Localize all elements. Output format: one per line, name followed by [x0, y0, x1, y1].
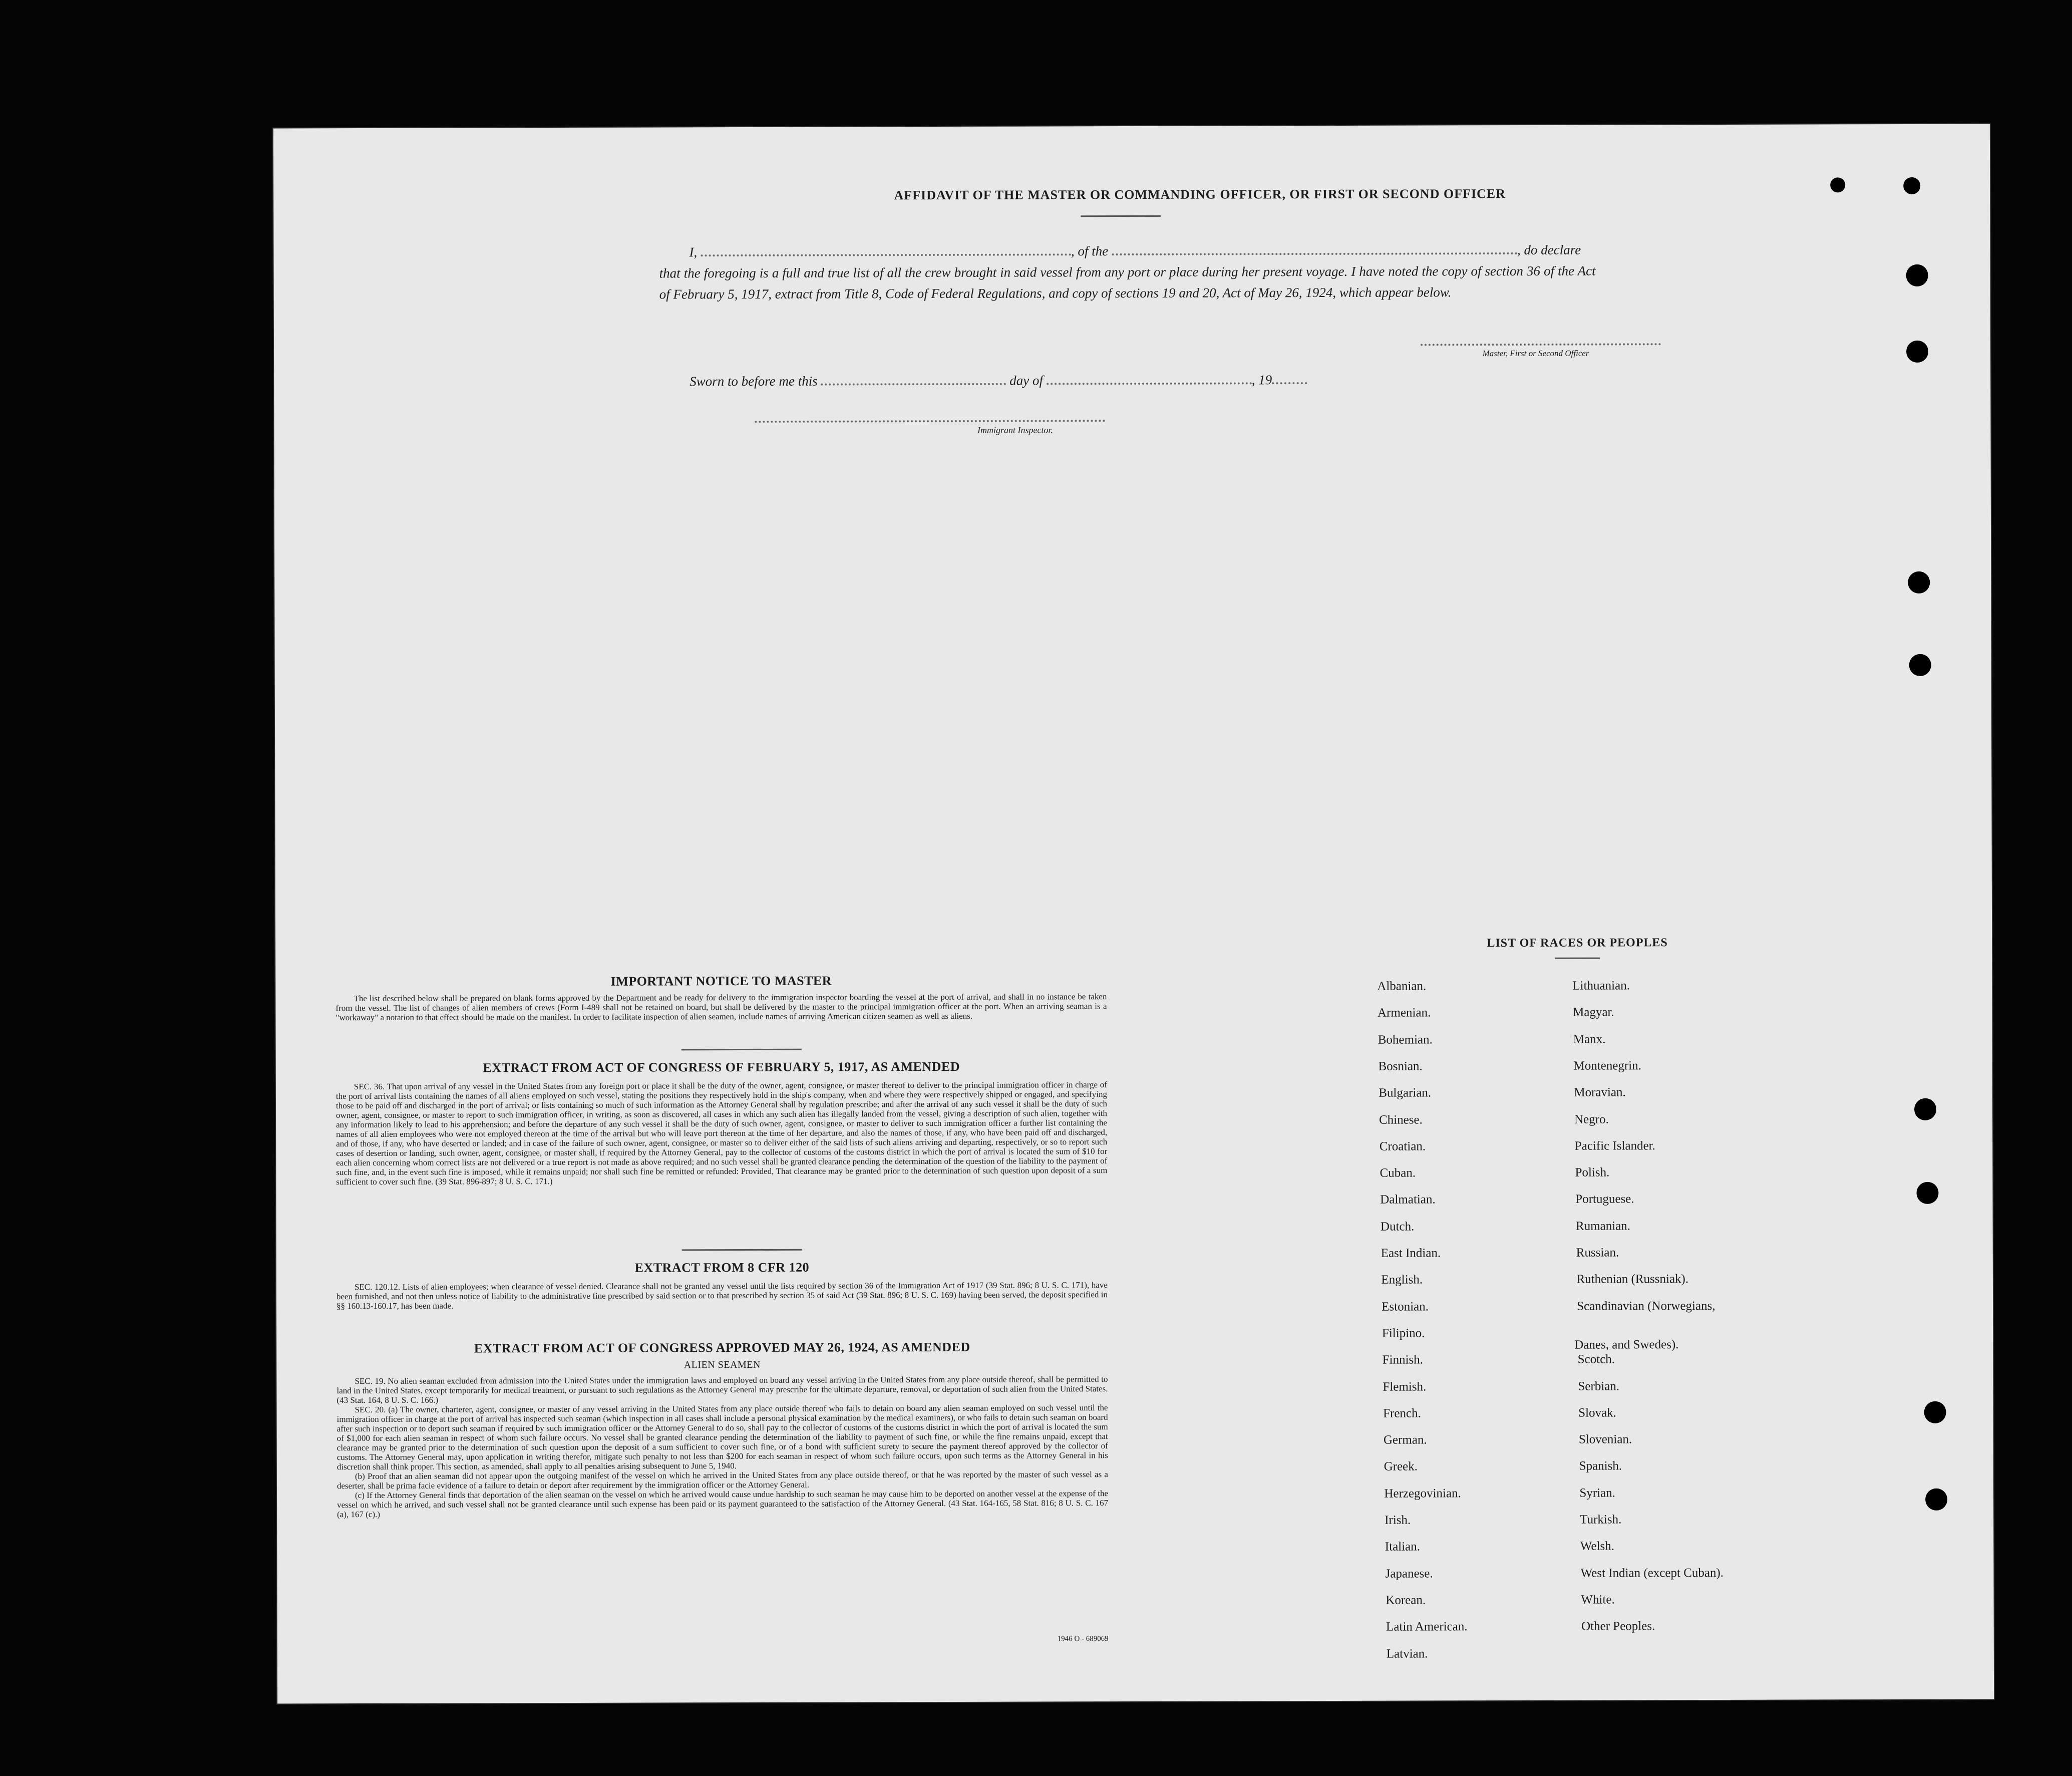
race-item: Magyar. [1573, 1005, 1614, 1020]
race-item: Chinese. [1379, 1112, 1423, 1127]
race-item: Croatian. [1379, 1139, 1426, 1153]
race-item: Portuguese. [1575, 1192, 1634, 1207]
race-item: Filipino. [1382, 1326, 1425, 1340]
race-item: Finnish. [1382, 1353, 1424, 1367]
race-item: Dalmatian. [1380, 1193, 1436, 1207]
notice-title: IMPORTANT NOTICE TO MASTER [610, 973, 832, 989]
race-item: Japanese. [1385, 1567, 1433, 1581]
affidavit-body [659, 239, 1595, 305]
extract-1917-title: EXTRACT FROM ACT OF CONGRESS OF FEBRUARY 5, 1917, AS AMENDED [483, 1059, 960, 1075]
section-divider [682, 1249, 802, 1251]
punch-hole [1906, 264, 1928, 286]
master-name-blank[interactable] [701, 242, 1071, 256]
affidavit-do-declare-label: , do declare [1517, 242, 1581, 257]
race-item: Lithuanian. [1572, 979, 1630, 993]
race-item: Spanish. [1579, 1459, 1622, 1473]
sworn-prefix: Sworn to before me this [689, 373, 818, 389]
race-item: Estonian. [1382, 1300, 1429, 1314]
race-item: Bulgarian. [1378, 1086, 1432, 1100]
race-item: Herzegovinian. [1384, 1486, 1461, 1501]
extract-1924-sec19: SEC. 19. No alien seaman excluded from admission into the United States under the immigration laws and employed on board any vessel arriving in the United States from any place outside thereof, shall be permitted to land in the United States, except temporarily for medical treatment, or pursuant to such regulations as the Attorney General may prescribe for the ultimate departure, removal, or deportation of such alien from the United States. (43 Stat. 164, 8 U. S. C. 166.) [336, 1374, 1108, 1405]
extract-1924-body [336, 1374, 1108, 1519]
punch-hole [1924, 1401, 1946, 1423]
inspector-signature-line[interactable] [755, 420, 1105, 423]
sworn-day-blank[interactable] [821, 372, 1006, 386]
race-item: Negro. [1574, 1112, 1609, 1126]
race-item: Latin American. [1386, 1620, 1468, 1634]
race-item: Russian. [1576, 1246, 1619, 1260]
race-item: Scotch. [1577, 1352, 1615, 1366]
extract-cfr-sec120: SEC. 120.12. Lists of alien employees; when clearance of vessel denied. Clearance shall not be granted any vessel until the lists required by section 36 of the Immigration Act of 1917 (39 Stat. 896; 8 U. S. C. 171), have been furnished, and not then unless notice of liability to the administrative fine prescribed by said section or to that prescribed by section 35 of said Act (39 Stat. 896; 8 U. S. C. 169) having been served, the deposit specified in §§ 160.13-160.17, has been made. [336, 1280, 1108, 1311]
punch-hole [1830, 177, 1845, 192]
race-item: Syrian. [1579, 1486, 1615, 1500]
extract-1924-sec20a: SEC. 20. (a) The owner, charterer, agent, consignee, or master of any vessel arriving in the United States from any place outside thereof who fails to detain on board any alien seaman employed on such vessel until the immigration officer in charge at the port of arrival has inspected such seaman (which inspection in all cases shall include a personal physical examination by the medical examiners), or who fails to detain such seaman on board after such inspection or to deport such seaman if required by such immigration officer or the Attorney General to do so, shall pay to the collector of customs of the customs district in which the port of arrival is located the sum of $1,000 for each alien seaman in respect of whom such failure occurs. No vessel shall be granted clearance pending the determination of the liability to payment of such fine, or while the fine remains unpaid, except that clearance may be granted prior to the determination of such question upon the deposit of a sum sufficient to cover such fine, or of a bond with sufficient surety to secure the payment thereof approved by the collector of customs. The Attorney General may, upon application in writing therefor, mitigate such penalty to not less than $200 for each seaman in respect of whom such failure occurs, upon such terms as the Attorney General in his discretion shall think proper. This section, as amended, shall apply to all penalties arising subsequent to June 5, 1940. [336, 1403, 1108, 1472]
race-item: Albanian. [1377, 979, 1427, 993]
inspector-caption: Immigrant Inspector. [977, 425, 1053, 435]
race-item: Slovenian. [1578, 1432, 1632, 1446]
affidavit-first-line [659, 239, 1595, 263]
notice-paragraph: The list described below shall be prepared on blank forms approved by the Department and be ready for delivery to the immigration inspector boarding the vessel at the port of arrival, and shall in no instance be taken from the vessel. The list of changes of alien members of crews (Form I-489 shall not be retained on board, but shall be delivered by the master to the principal immigration officer at the port. When an arriving seaman is a "workaway" a notation to that effect should be made on the manifest. In order to facilitate inspection of alien seamen, include names of arriving American citizen seamen as well as aliens. [335, 992, 1107, 1023]
race-item: German. [1383, 1433, 1427, 1447]
race-item: Turkish. [1580, 1513, 1622, 1527]
race-item: Pacific Islander. [1574, 1139, 1655, 1153]
punch-hole [1903, 177, 1920, 194]
extract-1917-body [336, 1080, 1108, 1187]
vessel-name-blank[interactable] [1112, 241, 1517, 255]
punch-hole [1909, 654, 1931, 676]
race-item: West Indian (except Cuban). [1580, 1566, 1724, 1580]
race-item: Danes, and Swedes). [1574, 1338, 1679, 1352]
extract-1924-sec20b: (b) Proof that an alien seaman did not appear upon the outgoing manifest of the vessel on which he arrived in the United States from any place outside thereof, or that he was reported by the master of such vessel as a deserter, shall be prima facie evidence of a failure to detain or deport after requirement by the immigration officer or the Attorney General. [336, 1469, 1108, 1491]
sworn-year-prefix: , 19 [1251, 372, 1272, 388]
sworn-year-blank[interactable] [1272, 371, 1307, 384]
race-item: Latvian. [1386, 1646, 1428, 1661]
affidavit-title: AFFIDAVIT OF THE MASTER OR COMMANDING OFFICER, OR FIRST OR SECOND OFFICER [894, 186, 1506, 203]
races-title: LIST OF RACES OR PEOPLES [1487, 936, 1668, 950]
race-item: White. [1581, 1593, 1615, 1607]
race-item: French. [1383, 1406, 1421, 1420]
race-item: Greek. [1384, 1459, 1418, 1474]
affidavit-declaration-text: that the foregoing is a full and true list of all the crew brought in said vessel from any port or place during her present voyage. I have noted the copy of section 36 of the Act of February 5, 1917, extract from Title 8, Code of Federal Regulations, and copy of sections 19 and 20, Act of May 26, 1924, which appear below. [659, 263, 1596, 302]
punch-hole [1914, 1098, 1936, 1120]
sworn-month-blank[interactable] [1047, 371, 1252, 385]
extract-1917-sec36: SEC. 36. That upon arrival of any vessel in the United States from any foreign port or place it shall be the duty of the owner, agent, consignee, or master thereof to deliver to the principal immigration officer in charge of the port of arrival lists containing the names of all aliens employed on such vessel, stating the positions they respectively hold in the ship's company, when and where they were respectively shipped or engaged, and specifying those to be paid off and discharged in the port of arrival; or lists containing so much of such information as the Attorney General shall by regulation prescribe; and after the arrival of any such vessel it shall be the duty of such owner, agent, consignee, or master to report to such immigration officer, in writing, as soon as discovered, all cases in which any such alien has illegally landed from the vessel, giving a description of such alien, together with any information likely to lead to his apprehension; and before the departure of any such vessel it shall be the duty of such owner, agent, consignee, or master to deliver to such immigration officer a further list containing the names of all alien employees who were not employed thereon at the time of the arrival but who will leave port thereon at the time of her departure, and also the names of those, if any, who have been paid off and discharged, and of those, if any, who have deserted or landed; and in case of the failure of such owner, agent, consignee, or master so to deliver either of the said lists of such aliens arriving and departing, respectively, or so to report such cases of desertion or landing, such owner, agent, consignee, or master shall, if required by the Attorney General, pay to the collector of customs of the customs district in which the port of arrival is located the sum of $10 for each alien concerning whom correct lists are not delivered or a true report is not made as above required; and no such vessel shall be granted clearance pending the determination of the question of the liability to the payment of such fine, and, in the event such fine is imposed, while it remains unpaid; nor shall such fine be remitted or refunded: Provided, That clearance may be granted prior to the determination of such question upon deposit of a sum sufficient to cover such fine. (39 Stat. 896-897; 8 U. S. C. 171.) [335, 1080, 1108, 1187]
section-divider [681, 1049, 802, 1051]
race-item: Bosnian. [1378, 1059, 1423, 1073]
race-item: Ruthenian (Russniak). [1576, 1272, 1689, 1286]
sworn-line [689, 371, 1391, 390]
punch-hole [1908, 571, 1930, 594]
punch-hole [1925, 1489, 1947, 1511]
race-item: Flemish. [1383, 1379, 1427, 1394]
sworn-day-of: day of [1009, 373, 1044, 388]
extract-1924-title: EXTRACT FROM ACT OF CONGRESS APPROVED MAY 26, 1924, AS AMENDED [474, 1339, 970, 1356]
affidavit-of-the-label: , of the [1071, 243, 1109, 259]
race-item: Scandinavian (Norwegians, [1577, 1299, 1715, 1313]
affidavit-i-label: I, [689, 244, 698, 260]
races-divider [1555, 958, 1600, 959]
extract-cfr-title: EXTRACT FROM 8 CFR 120 [634, 1260, 810, 1275]
notice-body [335, 992, 1107, 1022]
title-divider [1081, 215, 1161, 217]
race-item: Italian. [1385, 1540, 1421, 1554]
race-item: Polish. [1575, 1165, 1610, 1179]
master-signature-caption: Master, First or Second Officer [1482, 348, 1589, 359]
race-item: Welsh. [1580, 1539, 1615, 1553]
race-item: Korean. [1386, 1593, 1426, 1607]
extract-1924-sec20c: (c) If the Attorney General finds that deportation of the alien seaman on the vessel on which he arrived would cause undue hardship to such seaman he may cause him to be deported on another vessel at the expense of the vessel on which he arrived, and such vessel shall not be granted clearance until such expense has been paid or its payment guaranteed to the satisfaction of the Attorney General. (43 Stat. 164-165, 58 Stat. 816; 8 U. S. C. 167 (a), 167 (c).) [337, 1489, 1109, 1520]
race-item: Montenegrin. [1573, 1059, 1642, 1073]
race-item: Armenian. [1377, 1006, 1431, 1020]
extract-cfr-body [336, 1280, 1108, 1311]
print-code: 1946 O - 689069 [1057, 1635, 1109, 1643]
race-item: Bohemian. [1377, 1033, 1433, 1047]
race-item: East Indian. [1380, 1246, 1441, 1260]
punch-hole [1906, 341, 1928, 363]
race-item: Other Peoples. [1581, 1619, 1655, 1633]
race-item: Cuban. [1379, 1166, 1416, 1180]
extract-1924-subtitle: ALIEN SEAMEN [683, 1359, 761, 1371]
race-item: Serbian. [1578, 1379, 1620, 1393]
race-item: Manx. [1573, 1032, 1606, 1046]
master-signature-line[interactable] [1421, 343, 1661, 346]
document-page [273, 124, 1994, 1704]
race-item: Slovak. [1578, 1406, 1616, 1420]
punch-hole [1916, 1182, 1938, 1204]
race-item: Rumanian. [1575, 1219, 1631, 1233]
race-item: English. [1381, 1273, 1423, 1287]
race-item: Irish. [1385, 1513, 1411, 1527]
race-item: Dutch. [1380, 1220, 1415, 1234]
race-item: Moravian. [1574, 1085, 1626, 1099]
